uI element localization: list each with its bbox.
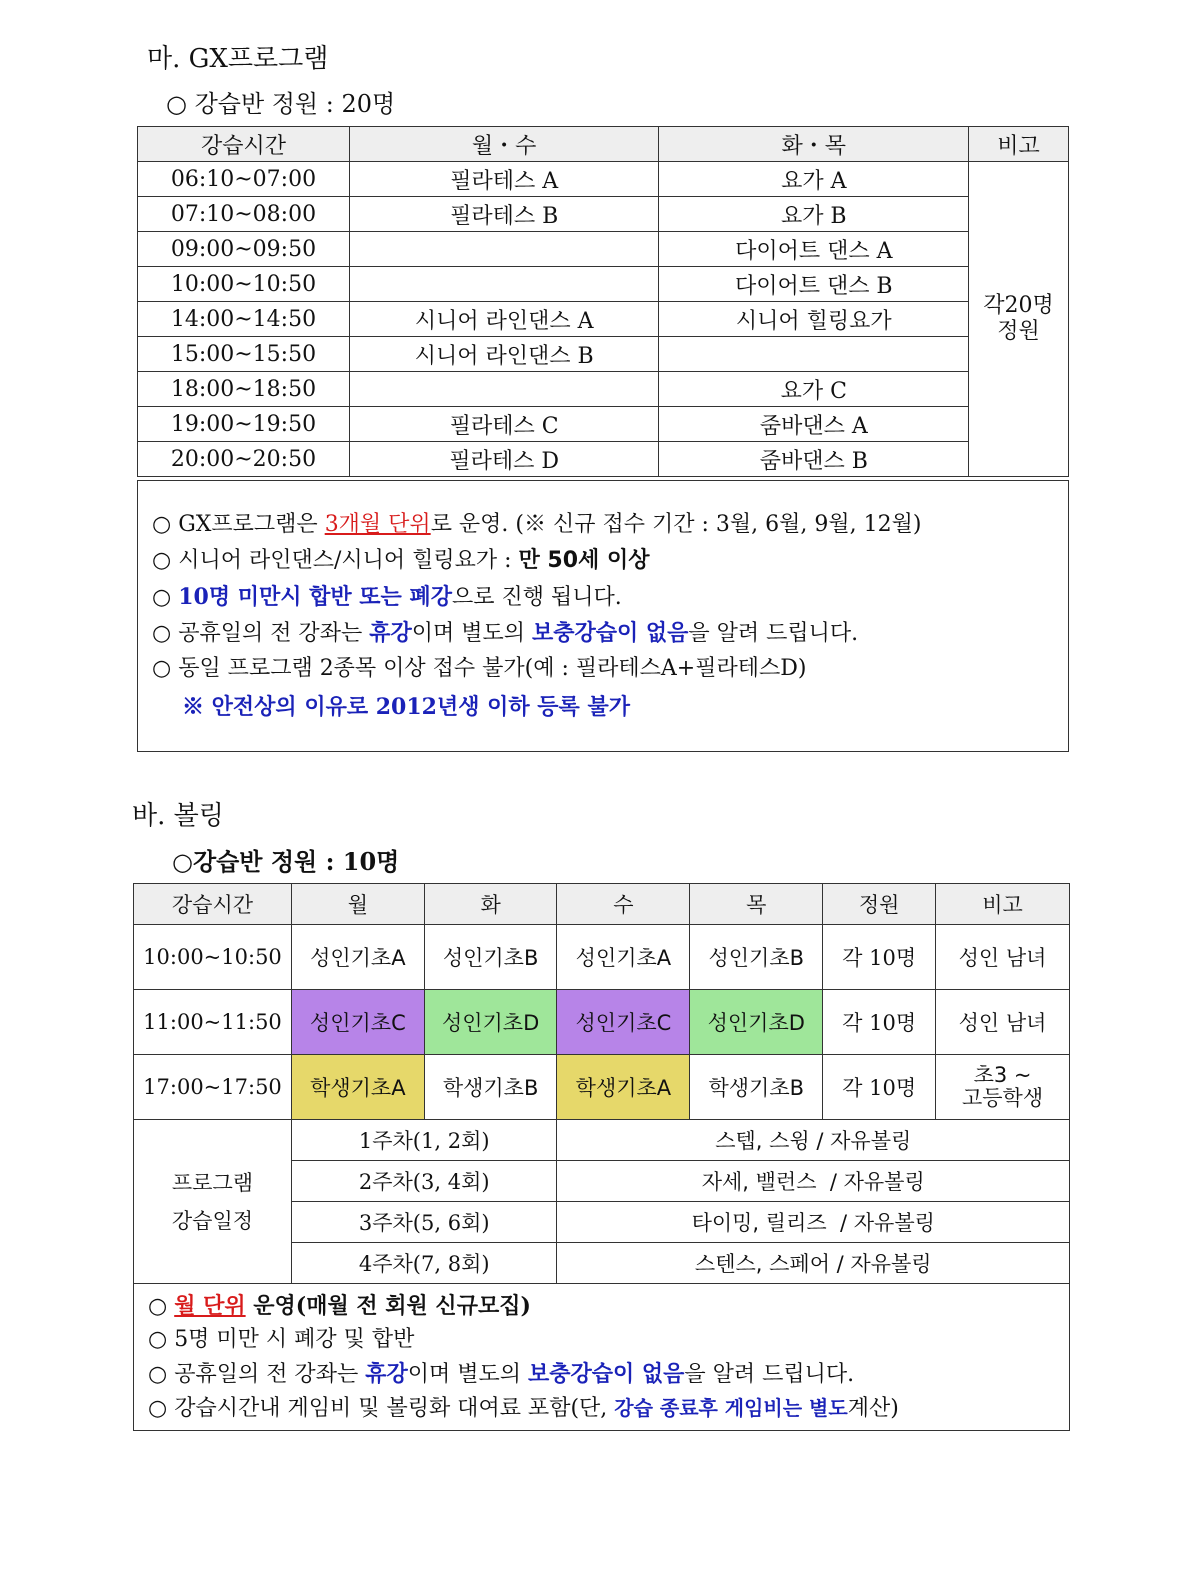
class-cell: 시니어 힐링요가: [659, 302, 969, 337]
gx-note-3: [152, 579, 622, 616]
gx-remark-line: 정원: [997, 319, 1040, 344]
note-text: 을 알려 드립니다.: [688, 621, 859, 646]
capacity-cell: 각 10명: [823, 1055, 936, 1120]
class-cell: 성인기초C: [557, 990, 690, 1055]
table-row: [138, 232, 1069, 267]
gx-header-time: 강습시간: [138, 127, 350, 162]
time-cell: 19:00~19:50: [138, 407, 350, 442]
table-row: [138, 162, 1069, 197]
note-text: 운영(매월 전 회원 신규모집): [245, 1293, 531, 1319]
bowling-header-wed: 수: [557, 884, 690, 925]
bowling-header-time: 강습시간: [134, 884, 292, 925]
note-highlight: 휴강: [365, 1361, 408, 1387]
bowling-header-thu: 목: [690, 884, 823, 925]
class-cell: 다이어트 댄스 A: [659, 232, 969, 267]
class-cell: 학생기초B: [690, 1055, 823, 1120]
table-row: [134, 990, 1070, 1055]
class-cell: 성인기초A: [291, 925, 424, 990]
bowling-schedule-table: [133, 883, 1070, 1284]
time-cell: 11:00~11:50: [134, 990, 292, 1055]
class-cell: 성인기초B: [690, 925, 823, 990]
bowling-capacity: ○강습반 정원 : 10명: [172, 847, 400, 876]
note-highlight: 보충강습이 없음: [527, 1361, 685, 1387]
remark-line: 초3 ~: [973, 1063, 1032, 1087]
class-cell: 성인기초D: [424, 990, 557, 1055]
note-highlight: 월 단위: [174, 1293, 246, 1319]
class-cell: 시니어 라인댄스 B: [349, 337, 659, 372]
time-cell: 20:00~20:50: [138, 442, 350, 477]
time-cell: 10:00~10:50: [138, 267, 350, 302]
class-cell: 성인기초A: [557, 925, 690, 990]
class-cell: 학생기초A: [557, 1055, 690, 1120]
note-highlight: 3개월 단위: [324, 512, 431, 537]
gx-header-tue-thu: 화・목: [659, 127, 969, 162]
content-cell: 타이밍, 릴리즈 / 자유볼링: [557, 1202, 1070, 1243]
week-cell: 1주차(1, 2회): [291, 1120, 557, 1161]
bowling-note-1: [148, 1288, 531, 1325]
time-cell: 06:10~07:00: [138, 162, 350, 197]
time-cell: 09:00~09:50: [138, 232, 350, 267]
remark-cell: 성인 남녀: [936, 925, 1070, 990]
class-cell: [349, 232, 659, 267]
gx-note-1: [152, 507, 921, 543]
class-cell: 필라테스 B: [349, 197, 659, 232]
gx-note-2: [152, 543, 649, 579]
note-text: 이며 별도의: [407, 1362, 528, 1387]
note-text: ○ 시니어 라인댄스/시니어 힐링요가 :: [152, 548, 519, 573]
time-cell: 14:00~14:50: [138, 302, 350, 337]
class-cell: 학생기초B: [424, 1055, 557, 1120]
class-cell: 줌바댄스 B: [659, 442, 969, 477]
class-cell: [659, 337, 969, 372]
gx-remark-line: 각20명: [983, 293, 1054, 318]
class-cell: 필라테스 C: [349, 407, 659, 442]
table-row: [138, 372, 1069, 407]
gx-note-6: ※ 안전상의 이유로 2012년생 이하 등록 불가: [182, 694, 630, 720]
note-highlight: 만 50세 이상: [518, 548, 650, 573]
note-text: ○: [152, 585, 179, 610]
table-row: [134, 1055, 1070, 1120]
note-text: ○: [148, 1294, 175, 1319]
class-cell: 성인기초C: [291, 990, 424, 1055]
note-text: 계산): [847, 1396, 899, 1421]
time-cell: 10:00~10:50: [134, 925, 292, 990]
gx-note-4: [152, 615, 858, 652]
note-text: ○ 강습시간내 게임비 및 볼링화 대여료 포함(단,: [148, 1396, 615, 1421]
note-text: 으로 진행 됩니다.: [451, 585, 622, 610]
capacity-cell: 각 10명: [823, 925, 936, 990]
gx-schedule-table: [137, 126, 1069, 477]
remark-cell: [936, 1055, 1070, 1120]
note-highlight: 강습 종료후 게임비는 별도: [614, 1396, 848, 1420]
class-cell: [349, 372, 659, 407]
bowling-note-2: ○ 5명 미만 시 폐강 및 합반: [148, 1327, 415, 1352]
program-label-line: 강습일정: [171, 1208, 254, 1233]
bowling-header-mon: 월: [291, 884, 424, 925]
class-cell: 다이어트 댄스 B: [659, 267, 969, 302]
time-cell: 15:00~15:50: [138, 337, 350, 372]
gx-header-mon-wed: 월・수: [349, 127, 659, 162]
time-cell: 18:00~18:50: [138, 372, 350, 407]
class-cell: 요가 B: [659, 197, 969, 232]
bowling-notes-box: [133, 1282, 1070, 1431]
class-cell: 학생기초A: [291, 1055, 424, 1120]
note-highlight: 보충강습이 없음: [531, 620, 689, 646]
note-text: ○ GX프로그램은: [152, 512, 325, 537]
class-cell: 성인기초D: [690, 990, 823, 1055]
bowling-header-tue: 화: [424, 884, 557, 925]
table-row: [134, 925, 1070, 990]
gx-heading: 마. GX프로그램: [147, 44, 329, 74]
bowling-note-3: [148, 1356, 854, 1393]
content-cell: 자세, 밸런스 / 자유볼링: [557, 1161, 1070, 1202]
remark-cell: 성인 남녀: [936, 990, 1070, 1055]
table-row: [134, 1120, 1070, 1161]
time-cell: 17:00~17:50: [134, 1055, 292, 1120]
table-row: [138, 197, 1069, 232]
content-cell: 스텝, 스윙 / 자유볼링: [557, 1120, 1070, 1161]
note-highlight: 휴강: [369, 620, 412, 646]
bowling-header-capacity: 정원: [823, 884, 936, 925]
class-cell: 필라테스 D: [349, 442, 659, 477]
week-cell: 2주차(3, 4회): [291, 1161, 557, 1202]
note-text: 로 운영. (※ 신규 접수 기간 : 3월, 6월, 9월, 12월): [430, 512, 922, 537]
gx-notes-box: [137, 480, 1069, 752]
class-cell: 요가 A: [659, 162, 969, 197]
week-cell: 4주차(7, 8회): [291, 1243, 557, 1284]
bowling-note-4: [148, 1390, 899, 1427]
table-row: [138, 302, 1069, 337]
class-cell: [349, 267, 659, 302]
content-cell: 스텐스, 스페어 / 자유볼링: [557, 1243, 1070, 1284]
remark-line: 고등학생: [961, 1086, 1044, 1110]
bowling-header-remark: 비고: [936, 884, 1070, 925]
note-highlight: 10명 미만시 합반 또는 폐강: [178, 584, 452, 610]
gx-header-remark: 비고: [969, 127, 1069, 162]
note-text: ○ 공휴일의 전 강좌는: [152, 621, 370, 646]
class-cell: 성인기초B: [424, 925, 557, 990]
table-row: [138, 337, 1069, 372]
time-cell: 07:10~08:00: [138, 197, 350, 232]
note-text: ○ 공휴일의 전 강좌는: [148, 1362, 366, 1387]
class-cell: 필라테스 A: [349, 162, 659, 197]
class-cell: 시니어 라인댄스 A: [349, 302, 659, 337]
gx-note-5: ○ 동일 프로그램 2종목 이상 접수 불가(예 : 필라테스A+필라테스D): [152, 656, 807, 681]
bowling-heading: 바. 볼링: [132, 801, 224, 831]
gx-capacity: ○ 강습반 정원 : 20명: [166, 90, 396, 118]
week-cell: 3주차(5, 6회): [291, 1202, 557, 1243]
note-text: 이며 별도의: [411, 621, 532, 646]
table-row: [138, 407, 1069, 442]
program-label-line: 프로그램: [171, 1170, 254, 1195]
gx-remark-cell: [969, 162, 1069, 477]
table-row: [138, 267, 1069, 302]
class-cell: 요가 C: [659, 372, 969, 407]
class-cell: 줌바댄스 A: [659, 407, 969, 442]
program-label-cell: [134, 1120, 292, 1284]
note-text: 을 알려 드립니다.: [684, 1362, 855, 1387]
table-row: [138, 442, 1069, 477]
capacity-cell: 각 10명: [823, 990, 936, 1055]
